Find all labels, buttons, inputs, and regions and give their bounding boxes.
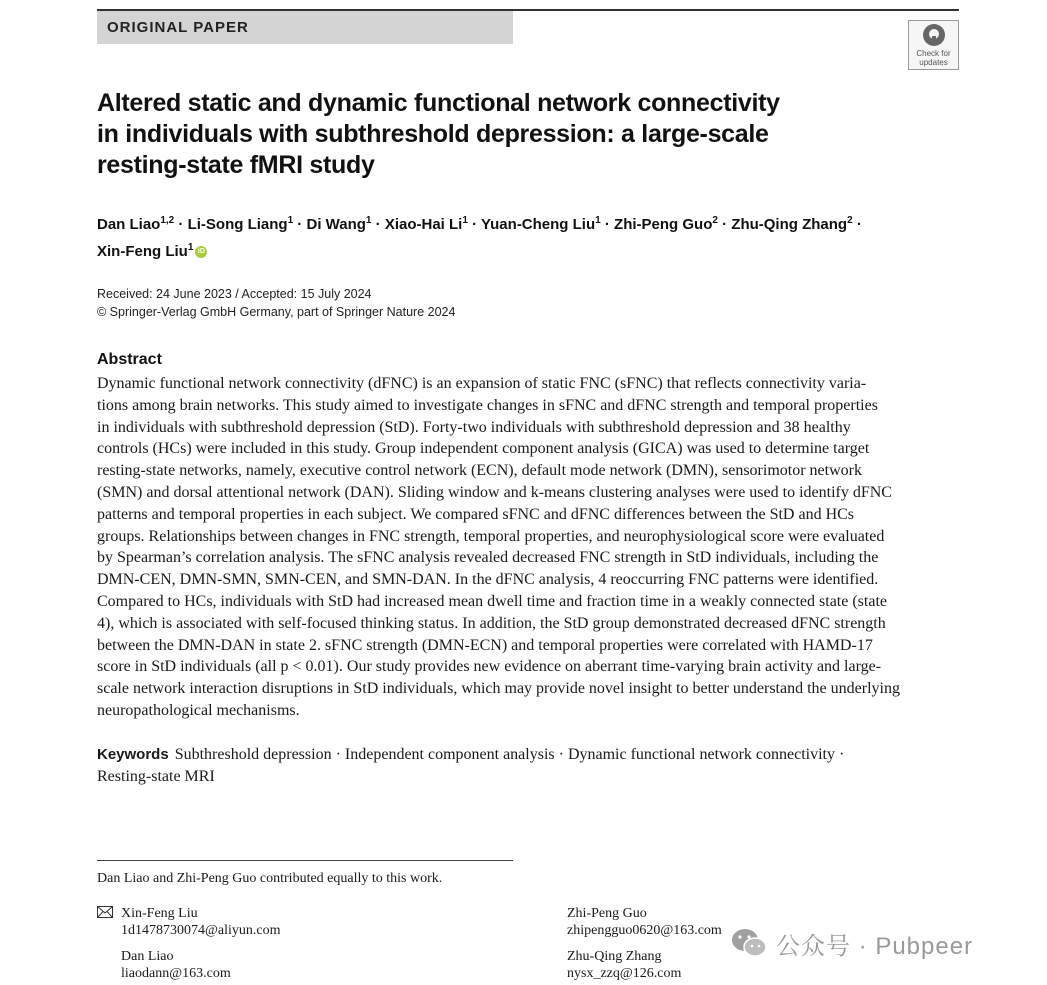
keywords-label: Keywords — [97, 746, 169, 763]
author-affiliation: 1 — [187, 242, 194, 253]
author-name[interactable]: Di Wang — [306, 216, 366, 233]
contact-name: Zhu-Qing Zhang — [567, 949, 662, 964]
title-line: in individuals with subthreshold depression: a large-scale — [97, 120, 769, 148]
abstract-heading: Abstract — [97, 351, 162, 368]
abstract-line: groups. Relationships between changes in FNC strength, temporal properties, and neurophysiological score were evaluated — [97, 527, 885, 545]
contact-email[interactable]: 1d1478730074@aliyun.com — [121, 923, 281, 938]
footnote-rule — [97, 860, 513, 861]
abstract-line: resting-state networks, namely, executive control network (ECN), default mode network (DMN), sensorimotor network — [97, 462, 862, 480]
abstract-line: neuropathological mechanisms. — [97, 701, 300, 719]
check-updates-line2: updates — [919, 58, 948, 67]
contact-email[interactable]: zhipengguo0620@163.com — [567, 923, 722, 938]
contact-name: Xin-Feng Liu — [121, 906, 198, 921]
abstract-line: DMN-CEN, DMN-SMN, SMN-CEN, and SMN-DAN. In the dFNC analysis, 4 reoccurring FNC patterns were identified. — [97, 571, 879, 589]
title-line: resting-state fMRI study — [97, 151, 375, 179]
abstract-line: Compared to HCs, individuals with StD had increased mean dwell time and fraction time in a weakly connected state (state — [97, 592, 887, 610]
contact-entry — [567, 905, 722, 939]
abstract-body — [97, 373, 959, 722]
author-affiliation: 1 — [365, 215, 372, 226]
author-name[interactable]: Li-Song Liang — [187, 216, 288, 233]
orcid-icon[interactable]: iD — [195, 246, 207, 258]
abstract-line: 4), which is associated with self-focused thinking status. In addition, the StD group demonstrated decreased dFNC strength — [97, 614, 886, 632]
paper-title — [97, 88, 797, 181]
author-name[interactable]: Zhi-Peng Guo — [614, 216, 713, 233]
author-list: Dan Liao$^{1,2}$ · Li-Song Liang$^1$ · Di Wang$^1$ · Xiao-Hai $Li^1$ · Yuan-Cheng Liu$^1$ · Zhi-Peng Guo$^2$ · Zhu-Qing Zhang$^2$ · Xin-Feng Liu$^1$ iD — [97, 215, 862, 260]
author-affiliation: 1,2 — [160, 215, 175, 226]
author-name[interactable]: Yuan-Cheng Liu — [480, 216, 596, 233]
contact-name: Dan Liao — [121, 949, 174, 964]
abstract-line: by Spearman’s correlation analysis. The sFNC analysis revealed decreased FNC strength in StD individuals, including the — [97, 549, 879, 567]
received-accepted: Received: 24 June 2023 / Accepted: 15 July 2024 — [97, 287, 372, 301]
envelope-icon — [97, 906, 113, 918]
author-affiliation: 2 — [847, 215, 853, 226]
check-updates-line1: Check for — [916, 49, 951, 58]
author-affiliation: 2 — [712, 215, 718, 226]
keywords-section — [97, 744, 959, 788]
abstract-line: score in StD individuals (all p < 0.01). Our study provides new evidence on aberrant time-varying brain activity and large- — [97, 658, 882, 676]
article-history — [97, 285, 455, 321]
contact-entry — [121, 948, 231, 982]
abstract-line: in individuals with subthreshold depression (StD). Forty-two individuals with subthreshold depression and 38 healthy — [97, 418, 851, 436]
author-name[interactable]: Zhu-Qing Zhang — [731, 216, 848, 233]
article-type-banner: ORIGINAL PAPER — [97, 11, 513, 44]
abstract-line: tions among brain networks. This study aimed to investigate changes in sFNC and dFNC strength and temporal properties — [97, 396, 878, 414]
contact-email[interactable]: liaodann@163.com — [121, 966, 231, 981]
keywords-line: Subthreshold depression · Independent component analysis · Dynamic functional network connectivity · — [174, 746, 845, 763]
author-name[interactable]: Xin-Feng Liu — [97, 243, 188, 260]
keywords-line: Resting-state MRI — [97, 768, 215, 785]
abstract-line: between the DMN-DAN in state 2. sFNC strength (DMN-ECN) and temporal properties were correlated with HAMD-17 — [97, 636, 873, 654]
contact-entry — [567, 948, 681, 982]
author-affiliation: 1 — [595, 215, 601, 226]
wechat-icon — [730, 927, 768, 959]
abstract-line: Dynamic functional network connectivity (dFNC) is an expansion of static FNC (sFNC) that reflects connectivity varia- — [97, 375, 867, 392]
crossmark-icon — [922, 23, 946, 47]
abstract-line: scale network interaction disruptions in StD individuals, which may provide novel insight to better understand the underlying — [97, 680, 900, 698]
abstract-line: (SMN) and dorsal attentional network (DAN). Sliding window and k-means clustering analyses were used to identify dFNC — [97, 483, 892, 501]
author-name[interactable]: Xiao-Hai Li — [384, 216, 463, 233]
author-name[interactable]: Dan Liao — [97, 216, 161, 233]
author-affiliation: 1 — [287, 215, 294, 226]
contact-entry — [121, 905, 281, 939]
abstract-line: controls (HCs) were included in this study. Group independent component analysis (GICA) was used to determine target — [97, 440, 870, 458]
contact-email[interactable]: nysx_zzq@126.com — [567, 966, 682, 981]
author-affiliation: 1 — [462, 215, 468, 226]
watermark-text: 公众号 · Pubpeer — [776, 932, 974, 960]
equal-contribution-note: Dan Liao and Zhi-Peng Guo contributed equally to this work. — [97, 871, 443, 886]
abstract-line: patterns and temporal properties in each subject. We compared sFNC and dFNC differences between the StD and HCs — [97, 505, 855, 523]
check-for-updates-badge[interactable] — [908, 20, 959, 70]
contact-name: Zhi-Peng Guo — [567, 906, 647, 921]
copyright-notice: © Springer-Verlag GmbH Germany, part of Springer Nature 2024 — [97, 305, 456, 319]
watermark — [730, 925, 973, 961]
title-line: Altered static and dynamic functional network connectivity — [97, 89, 780, 117]
